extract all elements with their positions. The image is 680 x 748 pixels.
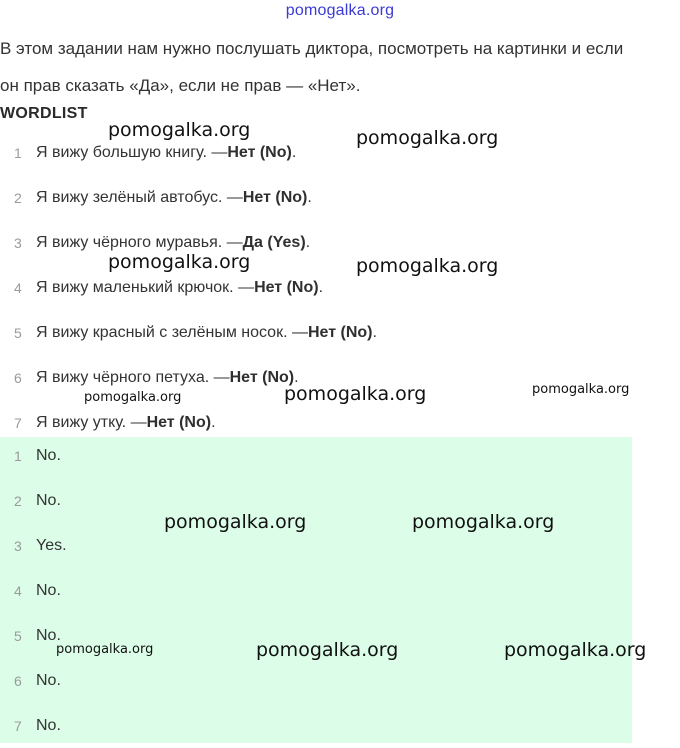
item-text: Я вижу большую книгу. — bbox=[36, 143, 228, 161]
watermark: pomogalka.org bbox=[532, 382, 630, 397]
answer-item bbox=[0, 523, 67, 568]
item-answer: Нет (No) bbox=[146, 413, 212, 431]
item-end: . bbox=[291, 143, 297, 161]
intro-line-1: В этом задании нам нужно послушать диктора, посмотреть на картинки и если bbox=[0, 39, 624, 58]
answer-item bbox=[0, 703, 67, 748]
item-end: . bbox=[372, 323, 377, 341]
list-item bbox=[0, 220, 660, 265]
item-end: . bbox=[294, 368, 299, 386]
answer-block bbox=[0, 437, 632, 743]
item-answer: Нет (No) bbox=[242, 188, 308, 206]
item-answer: Да (Yes) bbox=[242, 233, 306, 251]
item-number: 3 bbox=[14, 234, 22, 251]
item-end: . bbox=[307, 188, 312, 206]
item-answer: Нет (No) bbox=[227, 143, 292, 161]
list-item bbox=[0, 175, 660, 220]
item-number: 5 bbox=[14, 324, 22, 341]
answer-text: No. bbox=[36, 446, 61, 464]
item-end: . bbox=[211, 413, 216, 431]
watermark: pomogalka.org bbox=[504, 639, 647, 661]
answer-number: 6 bbox=[14, 672, 22, 689]
item-answer: Нет (No) bbox=[307, 323, 373, 341]
watermark: pomogalka.org bbox=[412, 511, 555, 533]
answer-number: 3 bbox=[14, 537, 22, 554]
answer-text: No. bbox=[36, 491, 61, 509]
item-text: Я вижу чёрного петуха. — bbox=[36, 368, 230, 386]
watermark: pomogalka.org bbox=[164, 511, 307, 533]
wordlist-heading: WORDLIST bbox=[0, 105, 88, 122]
item-text: Я вижу маленький крючок. — bbox=[36, 278, 255, 296]
list-item bbox=[0, 265, 660, 310]
watermark: pomogalka.org bbox=[356, 255, 499, 277]
answer-number: 2 bbox=[14, 492, 22, 509]
answer-number: 7 bbox=[14, 717, 22, 734]
watermark: pomogalka.org bbox=[56, 642, 154, 657]
item-number: 2 bbox=[14, 189, 22, 206]
item-end: . bbox=[318, 278, 324, 296]
watermark: pomogalka.org bbox=[108, 119, 251, 141]
item-text: Я вижу утку. — bbox=[36, 413, 147, 431]
answer-text: No. bbox=[36, 716, 61, 734]
item-text: Я вижу зелёный автобус. — bbox=[36, 188, 243, 206]
answer-number: 4 bbox=[14, 582, 22, 599]
watermark: pomogalka.org bbox=[84, 390, 182, 405]
item-number: 4 bbox=[14, 279, 22, 296]
answer-text: No. bbox=[36, 581, 61, 599]
list-item bbox=[0, 310, 660, 355]
answer-item bbox=[0, 658, 67, 703]
watermark: pomogalka.org bbox=[356, 127, 499, 149]
item-answer: Нет (No) bbox=[254, 278, 319, 296]
item-text: Я вижу чёрного муравья. — bbox=[36, 233, 243, 251]
watermark: pomogalka.org bbox=[108, 251, 251, 273]
answer-text: No. bbox=[36, 626, 61, 644]
item-answer: Нет (No) bbox=[229, 368, 295, 386]
item-text: Я вижу красный с зелёным носок. — bbox=[36, 323, 308, 341]
watermark: pomogalka.org bbox=[284, 383, 427, 405]
site-title[interactable]: pomogalka.org bbox=[285, 2, 395, 19]
list-item bbox=[0, 130, 660, 175]
answer-list bbox=[0, 433, 67, 748]
answer-item bbox=[0, 568, 67, 613]
watermark: pomogalka.org bbox=[256, 639, 399, 661]
task-intro bbox=[0, 30, 680, 104]
intro-line-2: он прав сказать «Да», если не прав — «Нет». bbox=[0, 76, 361, 95]
answer-text: Yes. bbox=[36, 536, 67, 554]
item-end: . bbox=[305, 233, 311, 251]
answer-item bbox=[0, 433, 67, 478]
item-number: 6 bbox=[14, 369, 22, 386]
answer-number: 1 bbox=[14, 447, 22, 464]
answer-text: No. bbox=[36, 671, 61, 689]
answer-item bbox=[0, 478, 67, 523]
item-number: 1 bbox=[14, 144, 22, 161]
item-number: 7 bbox=[14, 414, 22, 431]
answer-number: 5 bbox=[14, 627, 22, 644]
